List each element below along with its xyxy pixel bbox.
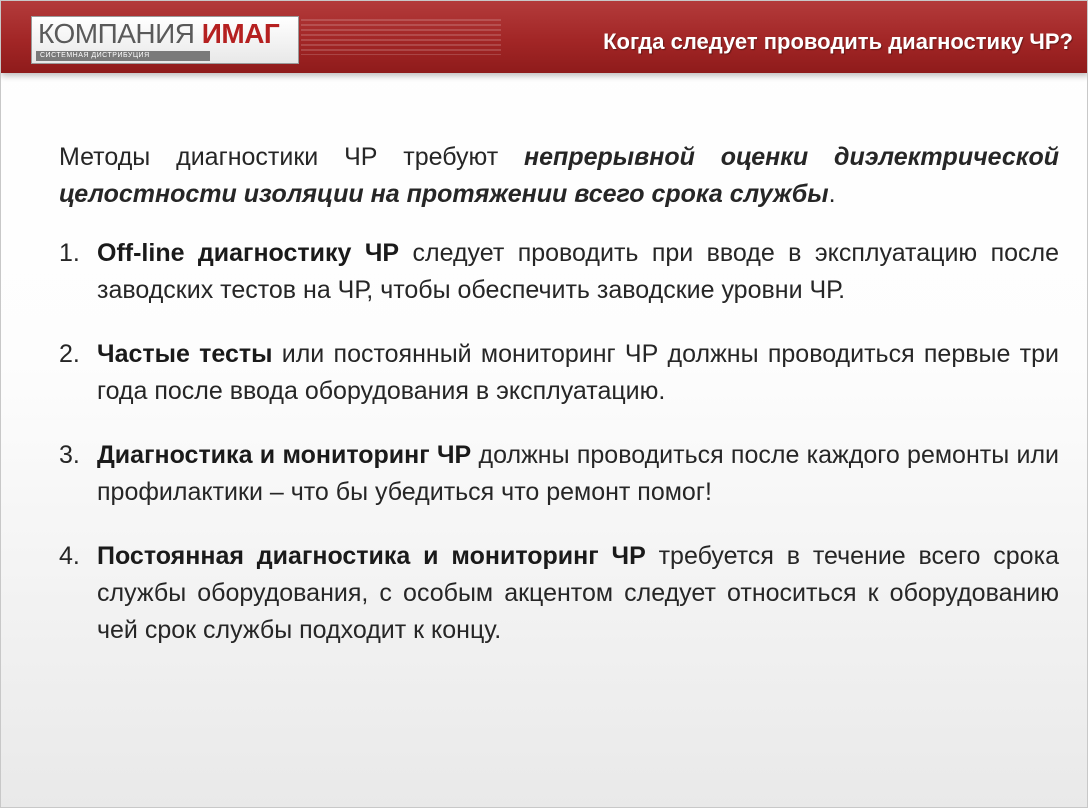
- list-text: или постоянный мониторинг ЧР должны проводиться первые три года после ввода оборудования в эксплуатацию.: [97, 340, 1059, 405]
- logo-tagline: СИСТЕМНАЯ ДИСТРИБУЦИЯ: [36, 51, 210, 61]
- list-text: требуется в течение всего срока службы оборудования, с особым акцентом следует относиться к оборудованию чей срок службы подходит к концу.: [97, 542, 1059, 644]
- list-text: должны проводиться после каждого ремонты или профилактики – что бы убедиться что ремонт помог!: [97, 441, 1059, 506]
- header-bar: [1, 1, 1088, 73]
- list-number: 2.: [59, 340, 80, 368]
- intro-paragraph: [59, 139, 1059, 213]
- list-item: [59, 437, 1059, 511]
- logo-text: [38, 19, 279, 49]
- list-item: [59, 336, 1059, 410]
- list-item: [59, 538, 1059, 649]
- list-number: 3.: [59, 441, 80, 469]
- list-number: 1.: [59, 239, 80, 267]
- points-list: [59, 235, 1059, 649]
- list-number: 4.: [59, 542, 80, 570]
- intro-text: Методы диагностики ЧР требуют: [59, 143, 525, 171]
- list-item: [59, 235, 1059, 309]
- list-lead: Диагностика и мониторинг ЧР: [97, 441, 472, 469]
- list-text: следует проводить при вводе в эксплуатацию после заводских тестов на ЧР, чтобы обеспечить заводские уровни ЧР.: [97, 239, 1059, 304]
- list-lead: Частые тесты: [97, 340, 273, 368]
- intro-end: .: [828, 180, 836, 208]
- company-logo: [31, 16, 299, 64]
- list-lead: Off-line диагностику ЧР: [97, 239, 400, 267]
- intro-emphasis: непрерывной оценки диэлектрической целостности изоляции на протяжении всего срока службы: [59, 143, 1059, 208]
- list-lead: Постоянная диагностика и мониторинг ЧР: [97, 542, 646, 570]
- header-stripes: [301, 19, 501, 55]
- slide-title: Когда следует проводить диагностику ЧР?: [603, 29, 1073, 54]
- logo-word-company: КОМПАНИЯ: [38, 18, 195, 49]
- slide-content: [59, 139, 1059, 676]
- logo-word-brand: ИМАГ: [201, 18, 280, 49]
